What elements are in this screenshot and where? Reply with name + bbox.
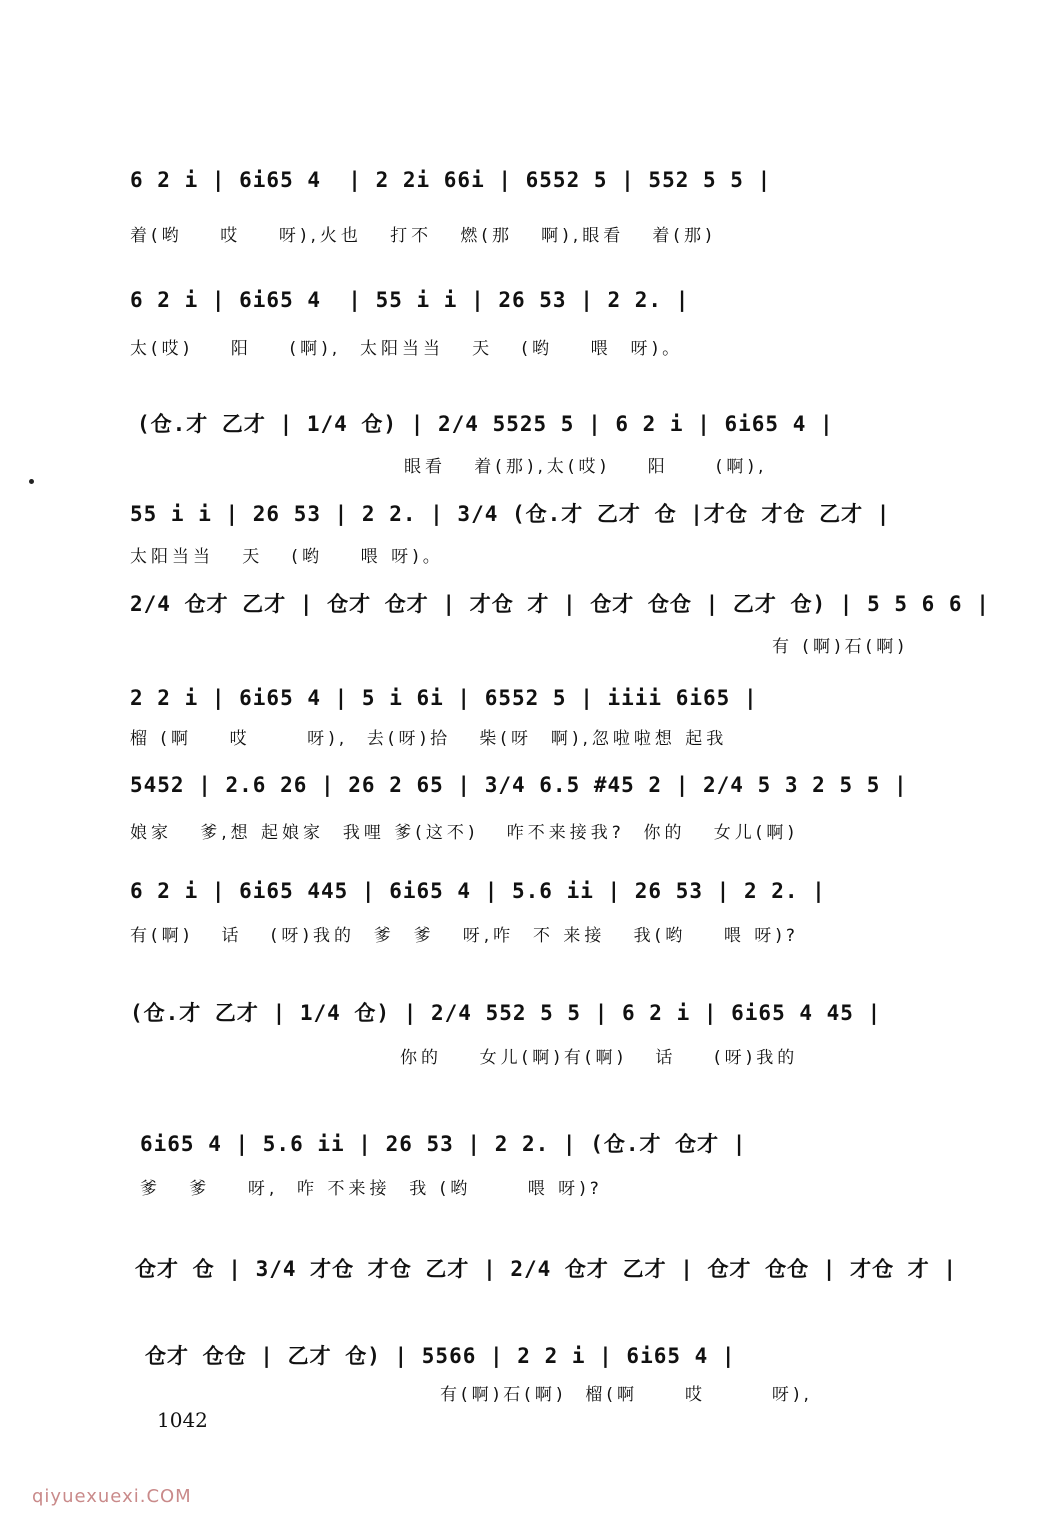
page-number: 1042	[157, 1408, 208, 1432]
notation-line: 2/4 仓才 乙才 | 仓才 仓才 | 才仓 才 | 仓才 仓仓 | 乙才 仓) | 5 5 6 6 |	[130, 592, 990, 616]
lyric-line: 太阳当当 天 (哟 喂 呀)。	[130, 547, 444, 567]
lyric-line: 爹 爹 呀, 咋 不来接 我 (哟 喂 呀)?	[140, 1179, 603, 1199]
lyric-line: 你的 女儿(啊)有(啊) 话 (呀)我的	[400, 1048, 799, 1068]
lyric-line: 有 (啊)石(啊)	[772, 637, 908, 657]
lyric-line: 有(啊) 话 (呀)我的 爹 爹 呀,咋 不 来接 我(哟 喂 呀)?	[130, 926, 799, 946]
watermark: qiyuexuexi.COM	[32, 1486, 192, 1507]
notation-line: 2 2 i | 6i65 4 | 5 i 6i | 6552 5 | iiii 6i65 |	[130, 686, 758, 710]
notation-line: 55 i i | 26 53 | 2 2. | 3/4 (仓.才 乙才 仓 |才仓 才仓 乙才 |	[130, 502, 891, 526]
notation-line: 5452 | 2.6 26 | 26 2 65 | 3/4 6.5 #45 2 | 2/4 5 3 2 5 5 |	[130, 773, 908, 797]
lyric-line: 眼看 着(那),太(哎) 阳 (啊),	[404, 457, 768, 477]
notation-line: (仓.才 乙才 | 1/4 仓) | 2/4 5525 5 | 6 2 i | 6i65 4 |	[137, 412, 834, 436]
lyric-line: 太(哎) 阳 (啊), 太阳当当 天 (哟 喂 呀)。	[130, 339, 684, 359]
stray-dot	[29, 479, 34, 484]
lyric-line: 榴 (啊 哎 呀), 去(呀)拾 柴(呀 啊),忽啦啦想 起我	[130, 729, 728, 749]
notation-line: (仓.才 乙才 | 1/4 仓) | 2/4 552 5 5 | 6 2 i | 6i65 4 45 |	[130, 1001, 882, 1025]
notation-line: 6 2 i | 6i65 4 | 2 2i 66i | 6552 5 | 552 5 5 |	[130, 168, 772, 192]
notation-line: 仓才 仓 | 3/4 才仓 才仓 乙才 | 2/4 仓才 乙才 | 仓才 仓仓 | 才仓 才 |	[135, 1257, 958, 1281]
lyric-line: 着(哟 哎 呀),火也 打不 燃(那 啊),眼看 着(那)	[130, 226, 716, 246]
notation-line: 仓才 仓仓 | 乙才 仓) | 5566 | 2 2 i | 6i65 4 |	[145, 1344, 736, 1368]
notation-line: 6 2 i | 6i65 4 | 55 i i | 26 53 | 2 2. |	[130, 288, 690, 312]
lyric-line: 有(啊)石(啊) 榴(啊 哎 呀),	[440, 1385, 813, 1405]
notation-line: 6 2 i | 6i65 445 | 6i65 4 | 5.6 ii | 26 53 | 2 2. |	[130, 879, 826, 903]
lyric-line: 娘家 爹,想 起娘家 我哩 爹(这不) 咋不来接我? 你的 女儿(啊)	[130, 823, 799, 843]
notation-line: 6i65 4 | 5.6 ii | 26 53 | 2 2. | (仓.才 仓才 |	[140, 1132, 747, 1156]
